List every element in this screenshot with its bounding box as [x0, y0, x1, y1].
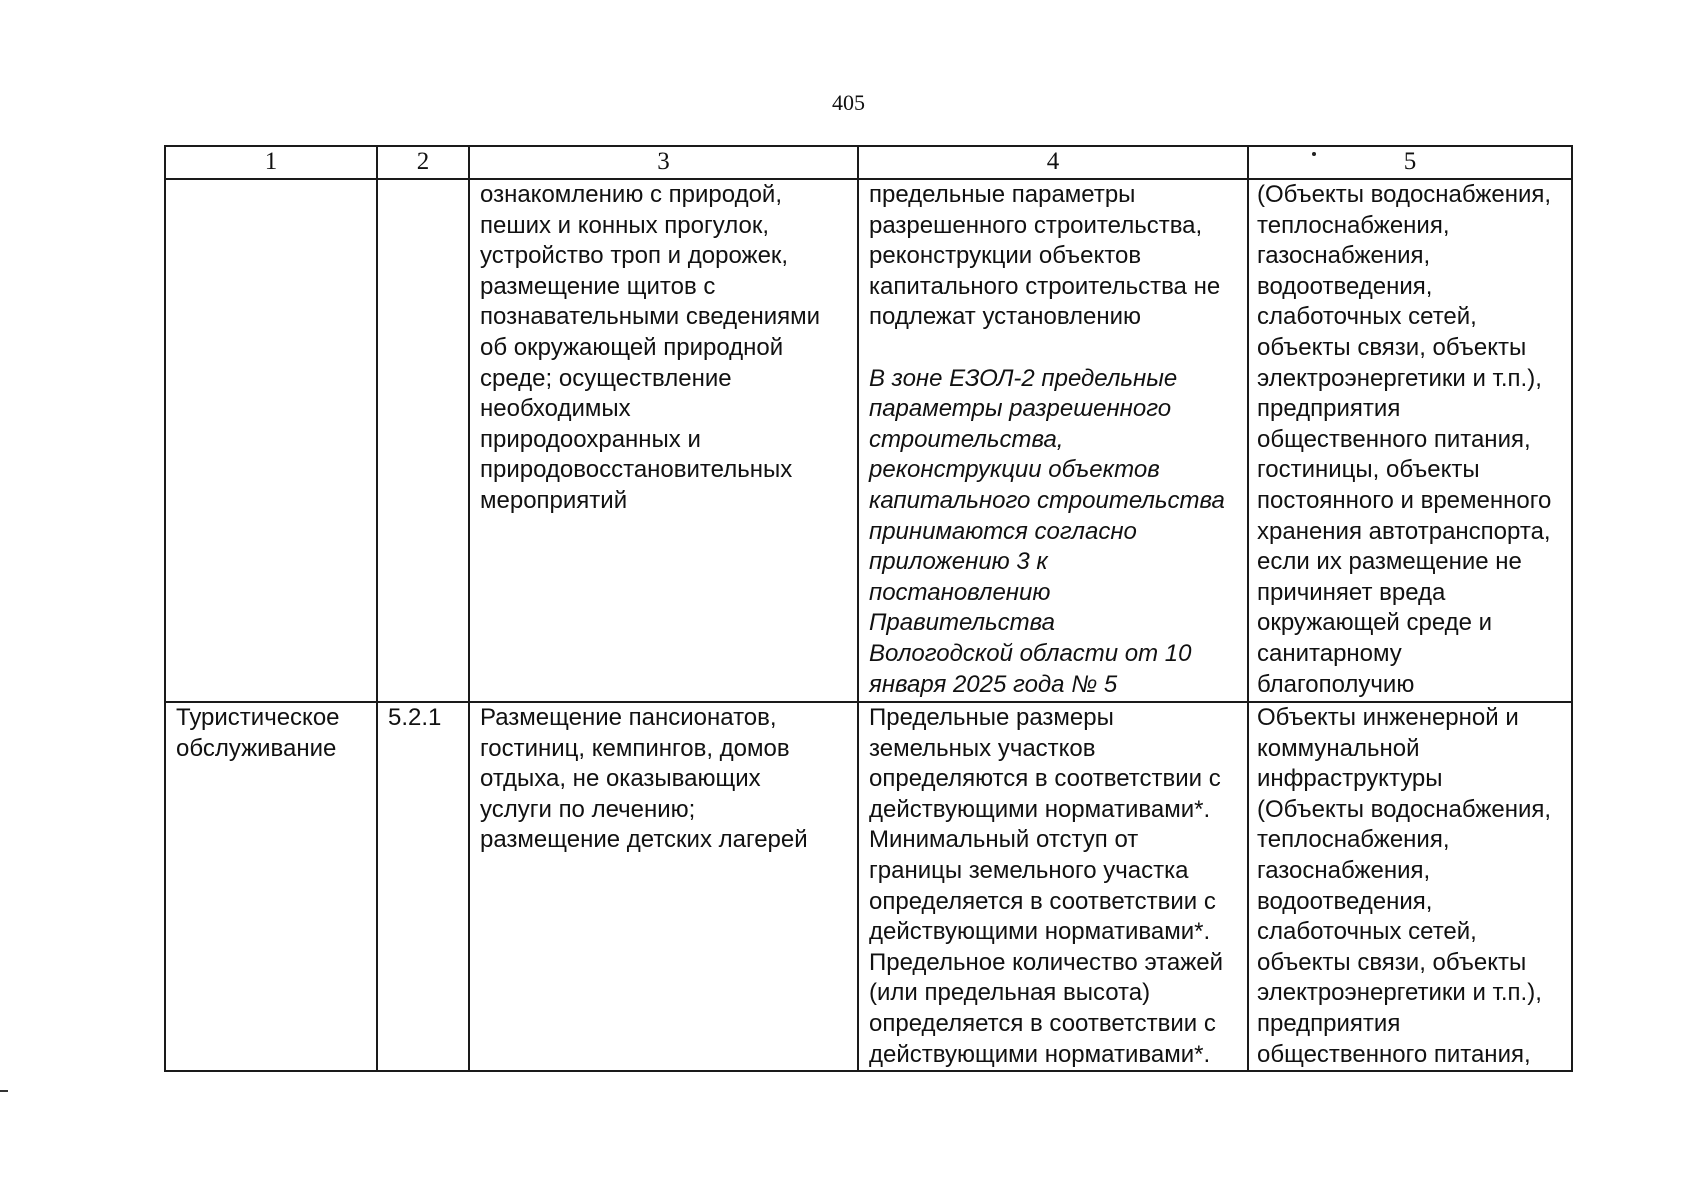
cell-text: Предельные размеры земельных участков определяются в соответствии с действующими нормативами*. Минимальный отступ от границы земельного участка определяется в соответствии с действующими нормативами*. Предельное количество этажей (или предельная высота) определяется в соответствии с действующими нормативами*. — [869, 704, 1224, 1068]
cell-text: ознакомлению с природой, пеших и конных прогулок, устройство троп и дорожек, размещение щитов с познавательными сведениями об окружающей природной среде; осуществление необходимых природоохранных и природовосстановительных мероприятий — [480, 181, 821, 514]
cell-use-type — [165, 702, 377, 1071]
header-row — [165, 146, 1572, 179]
cell-use-type — [165, 179, 377, 702]
cell-text: Объекты инженерной и коммунальной инфраструктуры (Объекты водоснабжения, теплоснабжения, газоснабжения, водоотведения, слаботочных сетей, объекты связи, объекты электроэнергетики и т.п.), предприятия общественного питания, — [1257, 704, 1552, 1068]
cell-text-italic: В зоне ЕЗОЛ-2 предельные параметры разрешенного строительства, реконструкции объектов капитального строительства принимаются согласно приложению 3 к постановлению Правительства Вологодской области от 10 января 2025 года № 5 — [869, 364, 1225, 698]
cell-text: Туристическое обслуживание — [176, 704, 340, 762]
cell-text: Размещение пансионатов, гостиниц, кемпингов, домов отдыха, не оказывающих услуги по лечению; размещение детских лагерей — [480, 704, 808, 854]
cell-auxiliary-uses — [1248, 179, 1572, 702]
land-use-table — [164, 145, 1573, 1072]
cell-use-code — [377, 179, 469, 702]
column-header-1: 1 — [165, 146, 377, 179]
scan-edge-mark — [0, 1090, 8, 1092]
cell-use-description — [469, 179, 858, 702]
column-header-3: 3 — [469, 146, 858, 179]
page-number: 405 — [832, 90, 865, 115]
cell-text: (Объекты водоснабжения, теплоснабжения, газоснабжения, водоотведения, слаботочных сетей, объекты связи, объекты электроэнергетики и т.п.), предприятия общественного питания, гостиницы, объекты постоянного и временного хранения автотранспорта, если их размещение не причиняет вреда окружающей среде и санитарному благополучию — [1257, 181, 1552, 698]
paragraph-gap — [869, 333, 1239, 364]
cell-parameters — [858, 179, 1248, 702]
table-row — [165, 702, 1572, 1071]
column-header-2: 2 — [377, 146, 469, 179]
cell-use-code — [377, 702, 469, 1071]
table-row — [165, 179, 1572, 702]
cell-auxiliary-uses — [1248, 702, 1572, 1071]
column-header-4: 4 — [858, 146, 1248, 179]
column-header-5: 5 — [1248, 146, 1572, 179]
cell-parameters — [858, 702, 1248, 1071]
cell-use-description — [469, 702, 858, 1071]
cell-text: предельные параметры разрешенного строительства, реконструкции объектов капитального строительства не подлежат установлению — [869, 181, 1221, 331]
cell-text: 5.2.1 — [388, 704, 442, 731]
